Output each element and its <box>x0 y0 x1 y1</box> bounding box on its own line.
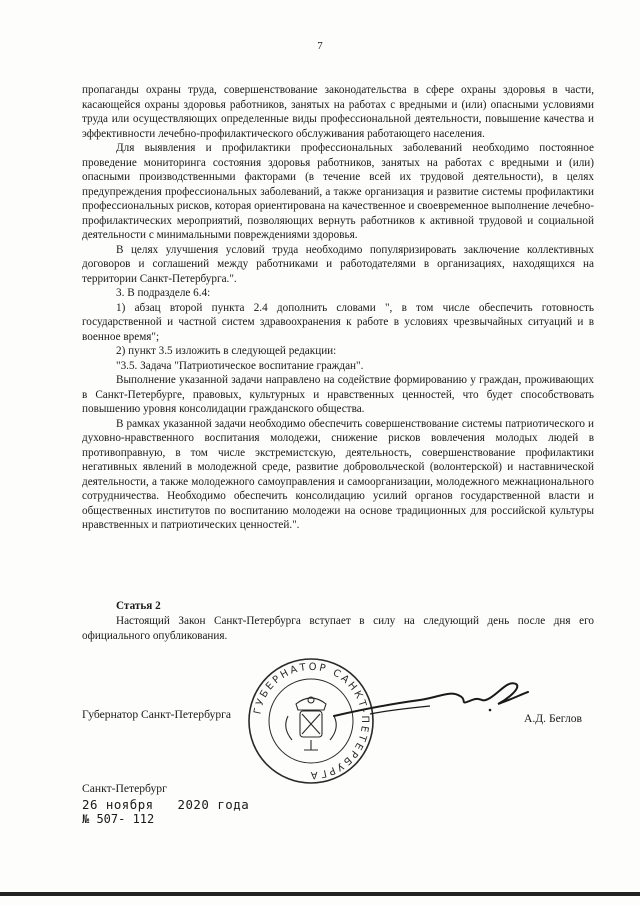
signatory-name: А.Д. Беглов <box>524 712 583 725</box>
signatory-title: Губернатор Санкт-Петербурга <box>82 708 232 721</box>
paragraph: Для выявления и профилактики профессиональных заболеваний необходимо постоянное проведение мониторинга состояния здоровья работников, занятых на работах с вредными и (или) опасными производственными факторами (в течение всей их трудовой деятельности), в целях предупреждения профессиональных заболеваний, а также организация и развитие системы профилактики профессиональных рисков, которая ориентирована на качественное и своевременное выполнение лечебно-профилактических мероприятий, позволяющих вернуть работников к активной трудовой и социальной деятельности с минимальными повреждениями здоровья. <box>82 142 594 241</box>
paragraph: пропаганды охраны труда, совершенствование законодательства в сфере охраны здоровья в части, касающейся охраны здоровья работников, занятых на работах с вредными и (или) опасными условиями труда или осуществляющих определенные виды профессиональной деятельности, повышение качества и эффективности лечебно-профилактического обслуживания работающего населения. <box>82 84 594 140</box>
signing-date: 26 ноября 2020 года <box>82 797 250 812</box>
seal-text: ГУБЕРНАТОР САНКТ-ПЕТЕРБУРГА <box>252 661 371 781</box>
paragraph: 1) абзац второй пункта 2.4 дополнить словами ", в том числе обеспечить готовность государственной и частной систем здравоохранения к работе в условиях чрезвычайных ситуаций и в военное время"; <box>82 301 594 343</box>
paragraph: 2) пункт 3.5 изложить в следующей редакции: <box>116 345 337 357</box>
paragraph: Выполнение указанной задачи направлено на содействие формированию у граждан, проживающих в Санкт-Петербурге, правовых, культурных и нравственных ценностей, что будет способствовать повышению уровня консолидации гражданского общества. <box>82 374 594 415</box>
law-number: № 507- 112 <box>82 812 155 826</box>
article-heading: Статья 2 <box>116 600 161 612</box>
paragraph: 3. В подразделе 6.4: <box>116 287 211 299</box>
handwritten-signature-icon <box>330 670 530 730</box>
place-of-signing: Санкт-Петербург <box>82 782 167 795</box>
paragraph: В целях улучшения условий труда необходимо популяризировать заключение коллективных договоров и соглашений между работниками и работодателями в организациях, находящихся на территории Санкт-Петербурга.". <box>82 243 594 285</box>
scan-edge <box>0 892 640 896</box>
body-text <box>82 83 594 533</box>
paragraph: В рамках указанной задачи необходимо обеспечить совершенствование системы патриотического и духовно-нравственного воспитания молодежи, снижение рисков вовлечения молодых людей в противоправную, в том числе экстремистскую, деятельность, совершенствование профилактики негативных явлений в молодежной среде, развитие добровольческой (волонтерской) и наставнической деятельности, а также молодежного самоуправления и самоорганизации, молодежного межнационального сотрудничества. Необходимо обеспечить консолидацию усилий органов государственной власти и общественных институтов по воспитанию молодежи на основе традиционных для российской культуры нравственных и патриотических ценностей.". <box>82 417 594 531</box>
paragraph: "3.5. Задача "Патриотическое воспитание граждан". <box>116 359 364 372</box>
coat-of-arms-icon <box>286 697 337 750</box>
article-text: Настоящий Закон Санкт-Петербурга вступает в силу на следующий день после дня его официального опубликования. <box>82 615 594 642</box>
page-number: 7 <box>317 40 323 52</box>
